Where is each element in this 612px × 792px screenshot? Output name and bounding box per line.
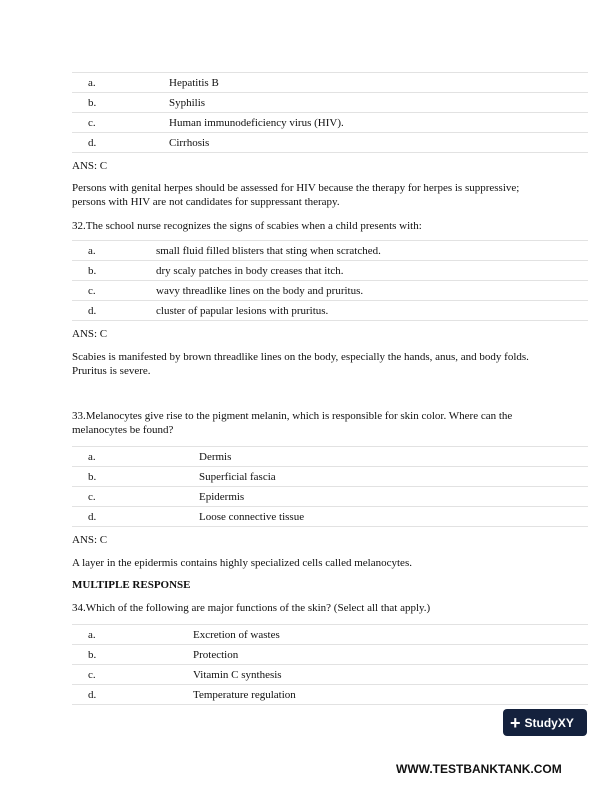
q34-options-table bbox=[72, 624, 588, 705]
option-letter: c. bbox=[72, 665, 193, 685]
option-text: Protection bbox=[193, 645, 588, 665]
studyxy-logo[interactable] bbox=[503, 709, 587, 736]
option-letter: d. bbox=[72, 507, 199, 527]
option-text: Vitamin C synthesis bbox=[193, 665, 588, 685]
option-letter: c. bbox=[72, 113, 169, 133]
option-letter: a. bbox=[72, 241, 156, 261]
q33-question: 33.Melanocytes give rise to the pigment melanin, which is responsible for skin color. Where can the melanocytes be found? bbox=[72, 410, 513, 436]
option-letter: b. bbox=[72, 261, 156, 281]
q32-question: 32.The school nurse recognizes the signs of scabies when a child presents with: bbox=[72, 220, 422, 232]
table-row bbox=[72, 645, 588, 665]
option-text: Syphilis bbox=[169, 93, 588, 113]
table-row bbox=[72, 113, 588, 133]
option-text: Superficial fascia bbox=[199, 467, 588, 487]
table-row bbox=[72, 73, 588, 93]
option-letter: b. bbox=[72, 93, 169, 113]
q31-options-table bbox=[72, 72, 588, 153]
q32-answer: ANS: C bbox=[72, 328, 108, 340]
footer-url[interactable]: WWW.TESTBANKTANK.COM bbox=[396, 762, 562, 776]
table-row bbox=[72, 507, 588, 527]
option-text: dry scaly patches in body creases that itch. bbox=[156, 261, 588, 281]
q32-rationale: Scabies is manifested by brown threadlike lines on the body, especially the hands, anus, and body folds. Pruritus is severe. bbox=[72, 351, 529, 377]
table-row bbox=[72, 281, 588, 301]
option-text: Human immunodeficiency virus (HIV). bbox=[169, 113, 588, 133]
option-text: Dermis bbox=[199, 447, 588, 467]
option-text: Hepatitis B bbox=[169, 73, 588, 93]
table-row bbox=[72, 685, 588, 705]
option-letter: d. bbox=[72, 133, 169, 153]
option-text: wavy threadlike lines on the body and pruritus. bbox=[156, 281, 588, 301]
q32-options-table bbox=[72, 240, 588, 321]
option-letter: d. bbox=[72, 301, 156, 321]
q34-question: 34.Which of the following are major functions of the skin? (Select all that apply.) bbox=[72, 602, 431, 614]
q31-answer: ANS: C bbox=[72, 160, 108, 172]
option-text: cluster of papular lesions with pruritus. bbox=[156, 301, 588, 321]
table-row bbox=[72, 133, 588, 153]
option-text: small fluid filled blisters that sting when scratched. bbox=[156, 241, 588, 261]
option-letter: c. bbox=[72, 281, 156, 301]
option-text: Excretion of wastes bbox=[193, 625, 588, 645]
q33-options-table bbox=[72, 446, 588, 527]
q33-rationale: A layer in the epidermis contains highly specialized cells called melanocytes. bbox=[72, 557, 412, 569]
table-row bbox=[72, 625, 588, 645]
option-letter: a. bbox=[72, 73, 169, 93]
table-row bbox=[72, 261, 588, 281]
table-row bbox=[72, 487, 588, 507]
plus-icon: + bbox=[510, 712, 521, 733]
table-row bbox=[72, 301, 588, 321]
table-row bbox=[72, 467, 588, 487]
option-letter: c. bbox=[72, 487, 199, 507]
table-row bbox=[72, 241, 588, 261]
q31-rationale: Persons with genital herpes should be assessed for HIV because the therapy for herpes is suppressive; persons with HIV are not candidates for suppressant therapy. bbox=[72, 182, 520, 208]
q33-answer: ANS: C bbox=[72, 534, 108, 546]
option-letter: a. bbox=[72, 625, 193, 645]
brand-name: StudyXY bbox=[524, 715, 574, 730]
option-letter: b. bbox=[72, 467, 199, 487]
section-heading: MULTIPLE RESPONSE bbox=[72, 579, 191, 591]
table-row bbox=[72, 447, 588, 467]
option-text: Cirrhosis bbox=[169, 133, 588, 153]
option-letter: b. bbox=[72, 645, 193, 665]
option-text: Loose connective tissue bbox=[199, 507, 588, 527]
table-row bbox=[72, 665, 588, 685]
option-text: Temperature regulation bbox=[193, 685, 588, 705]
option-text: Epidermis bbox=[199, 487, 588, 507]
option-letter: a. bbox=[72, 447, 199, 467]
table-row bbox=[72, 93, 588, 113]
option-letter: d. bbox=[72, 685, 193, 705]
